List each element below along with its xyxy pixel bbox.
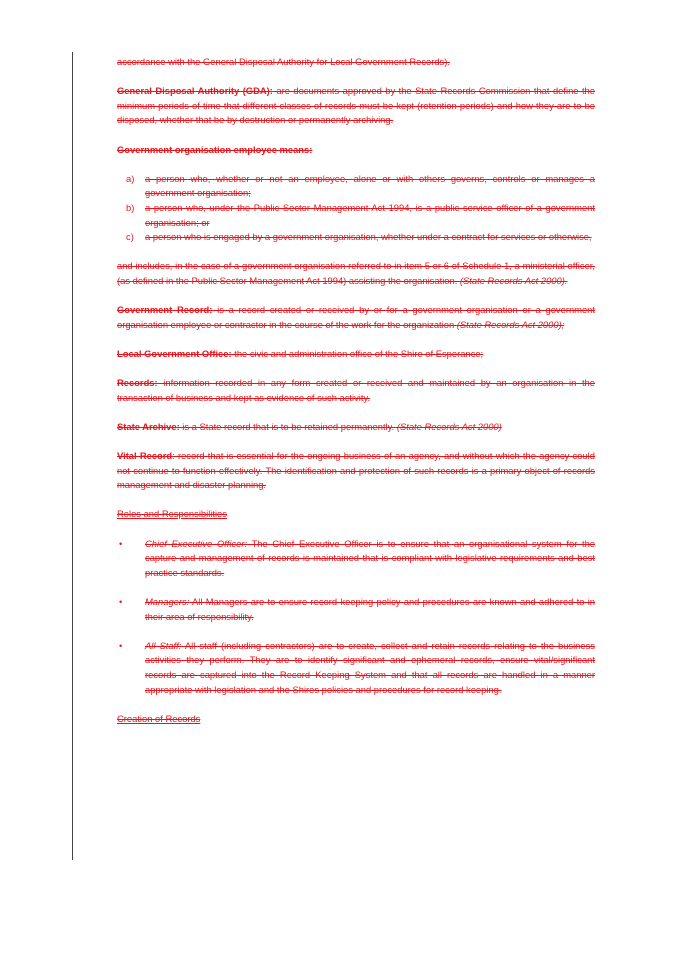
roles-list	[117, 537, 595, 581]
list-item-text: a person who is engaged by a government organisation, whether under a contract for services or otherwise,	[145, 231, 592, 243]
list-marker: c)	[126, 231, 134, 243]
records-text: information recorded in any form created or received and maintained by an organisation in the transaction of business and kept as evidence of such activity.	[117, 377, 595, 403]
archive-term: State Archive:	[117, 420, 180, 432]
vital-definition	[117, 449, 595, 493]
role-text: The Chief Executive Officer is to ensure that an organisational system for the capture and management of records is maintained that is compliant with legislative requirements and best practice standards.	[145, 537, 596, 578]
list-item-text: a person who, whether or not an employee, alone or with others governs, controls or manages a government organisation;	[145, 172, 595, 199]
goe-item-b	[117, 201, 595, 230]
role-item-staff	[117, 639, 595, 697]
roles-heading: Roles and Responsibilities	[117, 508, 227, 520]
roles-list	[117, 639, 595, 697]
document-body	[117, 55, 595, 726]
role-text: All staff (including contractors) are to create, collect and retain records relating to the business activities they perform. They are to identify significant and ephemeral records, ensure vital/significant records are captured into the Record Keeping System and that all records are handled in a manner appropriate with legislation and the Shires policies and procedures for record keeping.	[145, 639, 595, 695]
goe-tail-paragraph	[117, 259, 595, 288]
goe-list	[117, 172, 595, 245]
role-name: Managers:	[145, 595, 190, 607]
roles-list	[117, 595, 595, 624]
goe-term: Government organisation employee means:	[117, 143, 313, 155]
revision-change-bar	[72, 52, 73, 860]
records-definition	[117, 376, 595, 405]
govrec-term: Government Record:	[117, 304, 213, 316]
lgo-term: Local Government Office:	[117, 347, 232, 359]
gda-text: are documents approved by the State Records Commission that define the minimum periods of time that different classes of records must be kept (retention periods) and how they are to be disposed, whether that be by destruction or permanently archiving.	[117, 85, 595, 126]
goe-tail-ref: (State Records Act 2000).	[459, 274, 568, 286]
archive-text: is a State record that is to be retained permanently.	[179, 420, 397, 432]
vital-term: Vital Record	[117, 450, 173, 462]
role-text: All Managers are to ensure record keeping policy and procedures are known and adhered to in their area of responsibility.	[145, 595, 595, 622]
bullet-icon: •	[119, 595, 123, 607]
govrec-text: is a record created or received by or for a government organisation or a government organisation employee or contractor in the course of the work for the organization	[117, 304, 595, 330]
archive-definition	[117, 420, 595, 435]
role-name: All Staff:	[145, 639, 182, 651]
archive-ref: (State Records Act 2000)	[396, 420, 502, 432]
lgo-definition	[117, 347, 595, 362]
lgo-text: the civic and administration office of the Shire of Esperance;	[231, 347, 484, 359]
govrec-ref: (State Records Act 2000);	[456, 318, 565, 330]
creation-heading: Creation of Records	[117, 712, 201, 724]
role-item-ceo	[117, 537, 595, 581]
records-term: Records:	[117, 377, 158, 389]
vital-text: : record that is essential for the ongoing business of an agency, and without which the agency could not continue to function effectively. The identification and protection of such records is a primary object of records management and disaster planning.	[117, 450, 595, 491]
list-marker: b)	[126, 201, 135, 213]
goe-item-c	[117, 230, 595, 245]
gda-tail-paragraph: accordance with the General Disposal Authority for Local Government Records).	[117, 56, 450, 67]
goe-item-a	[117, 172, 595, 201]
list-item-text: a person who, under the Public Sector Management Act 1994, is a public service officer of a government organisation; or	[145, 201, 595, 228]
bullet-icon: •	[119, 537, 123, 549]
govrec-definition	[117, 303, 595, 332]
role-item-managers	[117, 595, 595, 624]
gda-term: General Disposal Authority (GDA):	[117, 85, 273, 97]
gda-definition	[117, 84, 595, 128]
role-name: Chief Executive Officer:	[145, 537, 248, 549]
goe-tail-text: and includes, in the case of a government organisation referred to in item 5 or 6 of Schedule 1, a ministerial officer, (as defined in the Public Sector Management Act 1994) assisting the organisation.	[117, 260, 595, 286]
list-marker: a)	[126, 172, 135, 184]
bullet-icon: •	[119, 639, 123, 651]
